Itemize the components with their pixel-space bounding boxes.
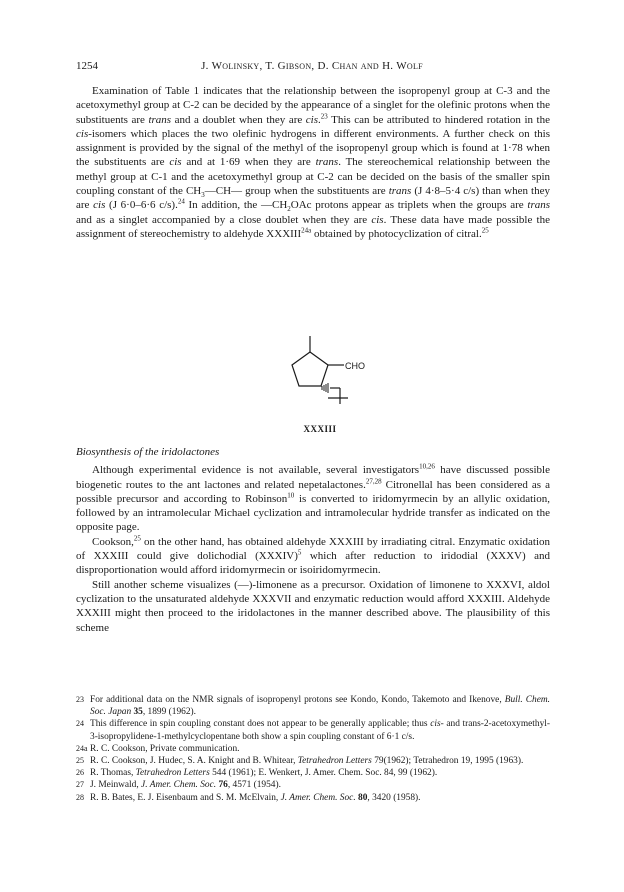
biosynthesis-section <box>76 445 550 635</box>
compound-label: XXXIII <box>303 424 337 434</box>
cyclopentane-ring <box>292 352 328 386</box>
footnote: 24a R. C. Cookson, Private communication. <box>76 743 240 754</box>
footnote: 26 R. Thomas, Tetrahedron Letters 544 (1961); E. Wenkert, J. Amer. Chem. Soc. 84, 99 (1962). <box>76 768 438 779</box>
paragraph-stereochemistry: Examination of Table 1 indicates that the relationship between the isopropenyl group at C-3 and the acetoxymethyl group at C-2 can be decided by the appearance of a singlet for the olefinic protons when the substituents are trans and a doublet when they are cis.$^{23}$ This can be attributed to hindered rotation in the cis-isomers which places the two olefinic hydrogens in different environments. A further check on this assignment is provided by the signal of the methyl of the isopropenyl group which is found at 1·78 when the substituents are cis and at 1·69 when they are trans. The stereochemical relationship between the methyl group at C-1 and the acetoxymethyl group at C-2 can be decided on the basis of the smaller spin coupling constant of the $CH_3—CH—$ group when the substituents are trans (J 4·8–5·4 c/s) than when they are cis (J 6·0–6·6 c/s).$^{24}$ In addition, the $—CH_2OAc$ protons appear as triplets when the groups are trans and as a singlet accompanied by a close doublet when they are cis. These data have made possible the assignment of stereochemistry to aldehyde $XXXIII^{24a}$ obtained by photocyclization of citral.$^{25}$ <box>76 85 551 240</box>
page-number: 1254 <box>76 60 98 72</box>
cho-label: CHO <box>345 361 365 371</box>
paragraph-biosynthesis-3: Still another scheme visualizes (—)-limonene as a precursor. Oxidation of limonene to XXXVI, aldol cyclization to the unsaturated aldehyde XXXVII and enzymatic reduction would afford XXXIII. Aldehyde XXXIII might then proceed to the iridolactones in the manner described above. The plausibility of this scheme <box>76 578 550 634</box>
footnote: 27 J. Meinwald, J. Amer. Chem. Soc. 76, 4571 (1954). <box>76 780 281 791</box>
footnote: 23 For additional data on the NMR signals of isopropenyl protons see Kondo, Kondo, Takemoto and Ikenove, Bull. Chem. Soc. Japan 35, 1899 (1962). <box>76 695 550 718</box>
body-text <box>76 84 550 241</box>
structure-xxxiii <box>270 328 370 434</box>
running-authors: J. Wolinsky, T. Gibson, D. Chan and H. Wolf <box>201 60 423 72</box>
paragraph-biosynthesis-2: Cookson,$^{25}$ on the other hand, has obtained aldehyde XXXIII by irradiating citral. Enzymatic oxidation of XXXIII could give dolichodial (XXXIV)$^5$ which after reduction to iridodial (XXXV) and disproportionation would afford iridomyrmecin or isoiridomyrmecin. <box>76 534 550 577</box>
running-header <box>76 60 548 76</box>
section-heading: Biosynthesis of the iridolactones <box>76 446 220 458</box>
paragraph-biosynthesis-1: Although experimental evidence is not available, several investigators$^{10,26}$ have discussed possible biogenetic routes to the ant lactones and related nepetalactones.$^{27,28}$ Citronellal has been considered as a possible precursor and according to Robinson$^{10}$ is converted to iridomyrmecin by an allylic oxidation, followed by an intramolecular Michael cyclization and intramolecular hydride transfer as indicated on the opposite page. <box>76 462 551 534</box>
footnote: 28 R. B. Bates, E. J. Eisenbaum and S. M. McElvain, J. Amer. Chem. Soc. 80, 3420 (1958). <box>76 792 421 803</box>
footnote: 25 R. C. Cookson, J. Hudec, S. A. Knight and B. Whitear, Tetrahedron Letters 79(1962); Tetrahedron 19, 1995 (1963). <box>76 756 524 767</box>
footnotes <box>76 694 550 804</box>
footnote: 24 This difference in spin coupling constant does not appear to be generally applicable; thus cis- and trans-2-acetoxymethyl-3-isopropylidene-1-methylcyclopentane both show a spin coupling constant of 6·1 c/s. <box>76 719 550 742</box>
